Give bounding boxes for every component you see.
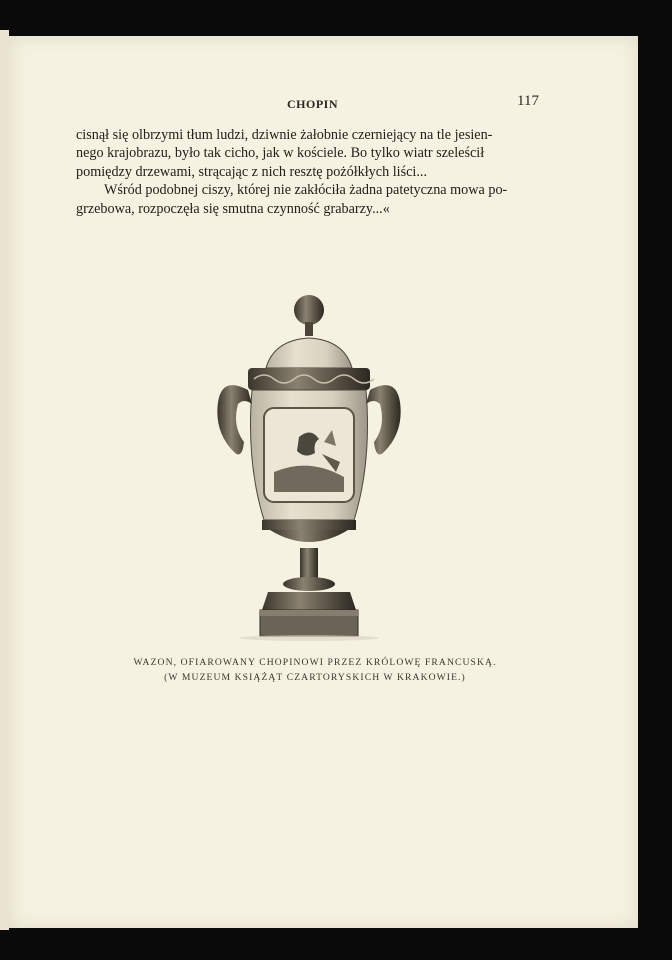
vase-icon <box>204 292 414 642</box>
text-line: pomiędzy drzewami, strącając z nich resztę pożółkłych liści... <box>76 163 427 180</box>
caption-line: WAZON, OFIAROWANY CHOPINOWI PRZEZ KRÓLOWĘ FRANCUSKĄ. <box>133 657 497 668</box>
running-head: CHOPIN <box>287 97 338 111</box>
page-number: 117 <box>517 93 539 109</box>
body-text <box>76 126 541 218</box>
text-line: nego krajobrazu, było tak cicho, jak w kościele. Bo tylko wiatr szeleścił <box>76 145 485 162</box>
vase-illustration <box>204 292 414 642</box>
text-line: cisnął się olbrzymi tłum ludzi, dziwnie żałobnie czerniejący na tle jesien- <box>76 127 493 143</box>
caption-line: (W MUZEUM KSIĄŻĄT CZARTORYSKICH W KRAKOWIE.) <box>164 672 466 683</box>
text-line: Wśród podobnej ciszy, której nie zakłóciła żadna patetyczna mowa po- <box>104 182 508 199</box>
figure-caption <box>76 655 554 685</box>
adjacent-page-edge <box>0 30 9 930</box>
text-line: grzebowa, rozpoczęła się smutna czynność grabarzy...« <box>76 200 390 217</box>
